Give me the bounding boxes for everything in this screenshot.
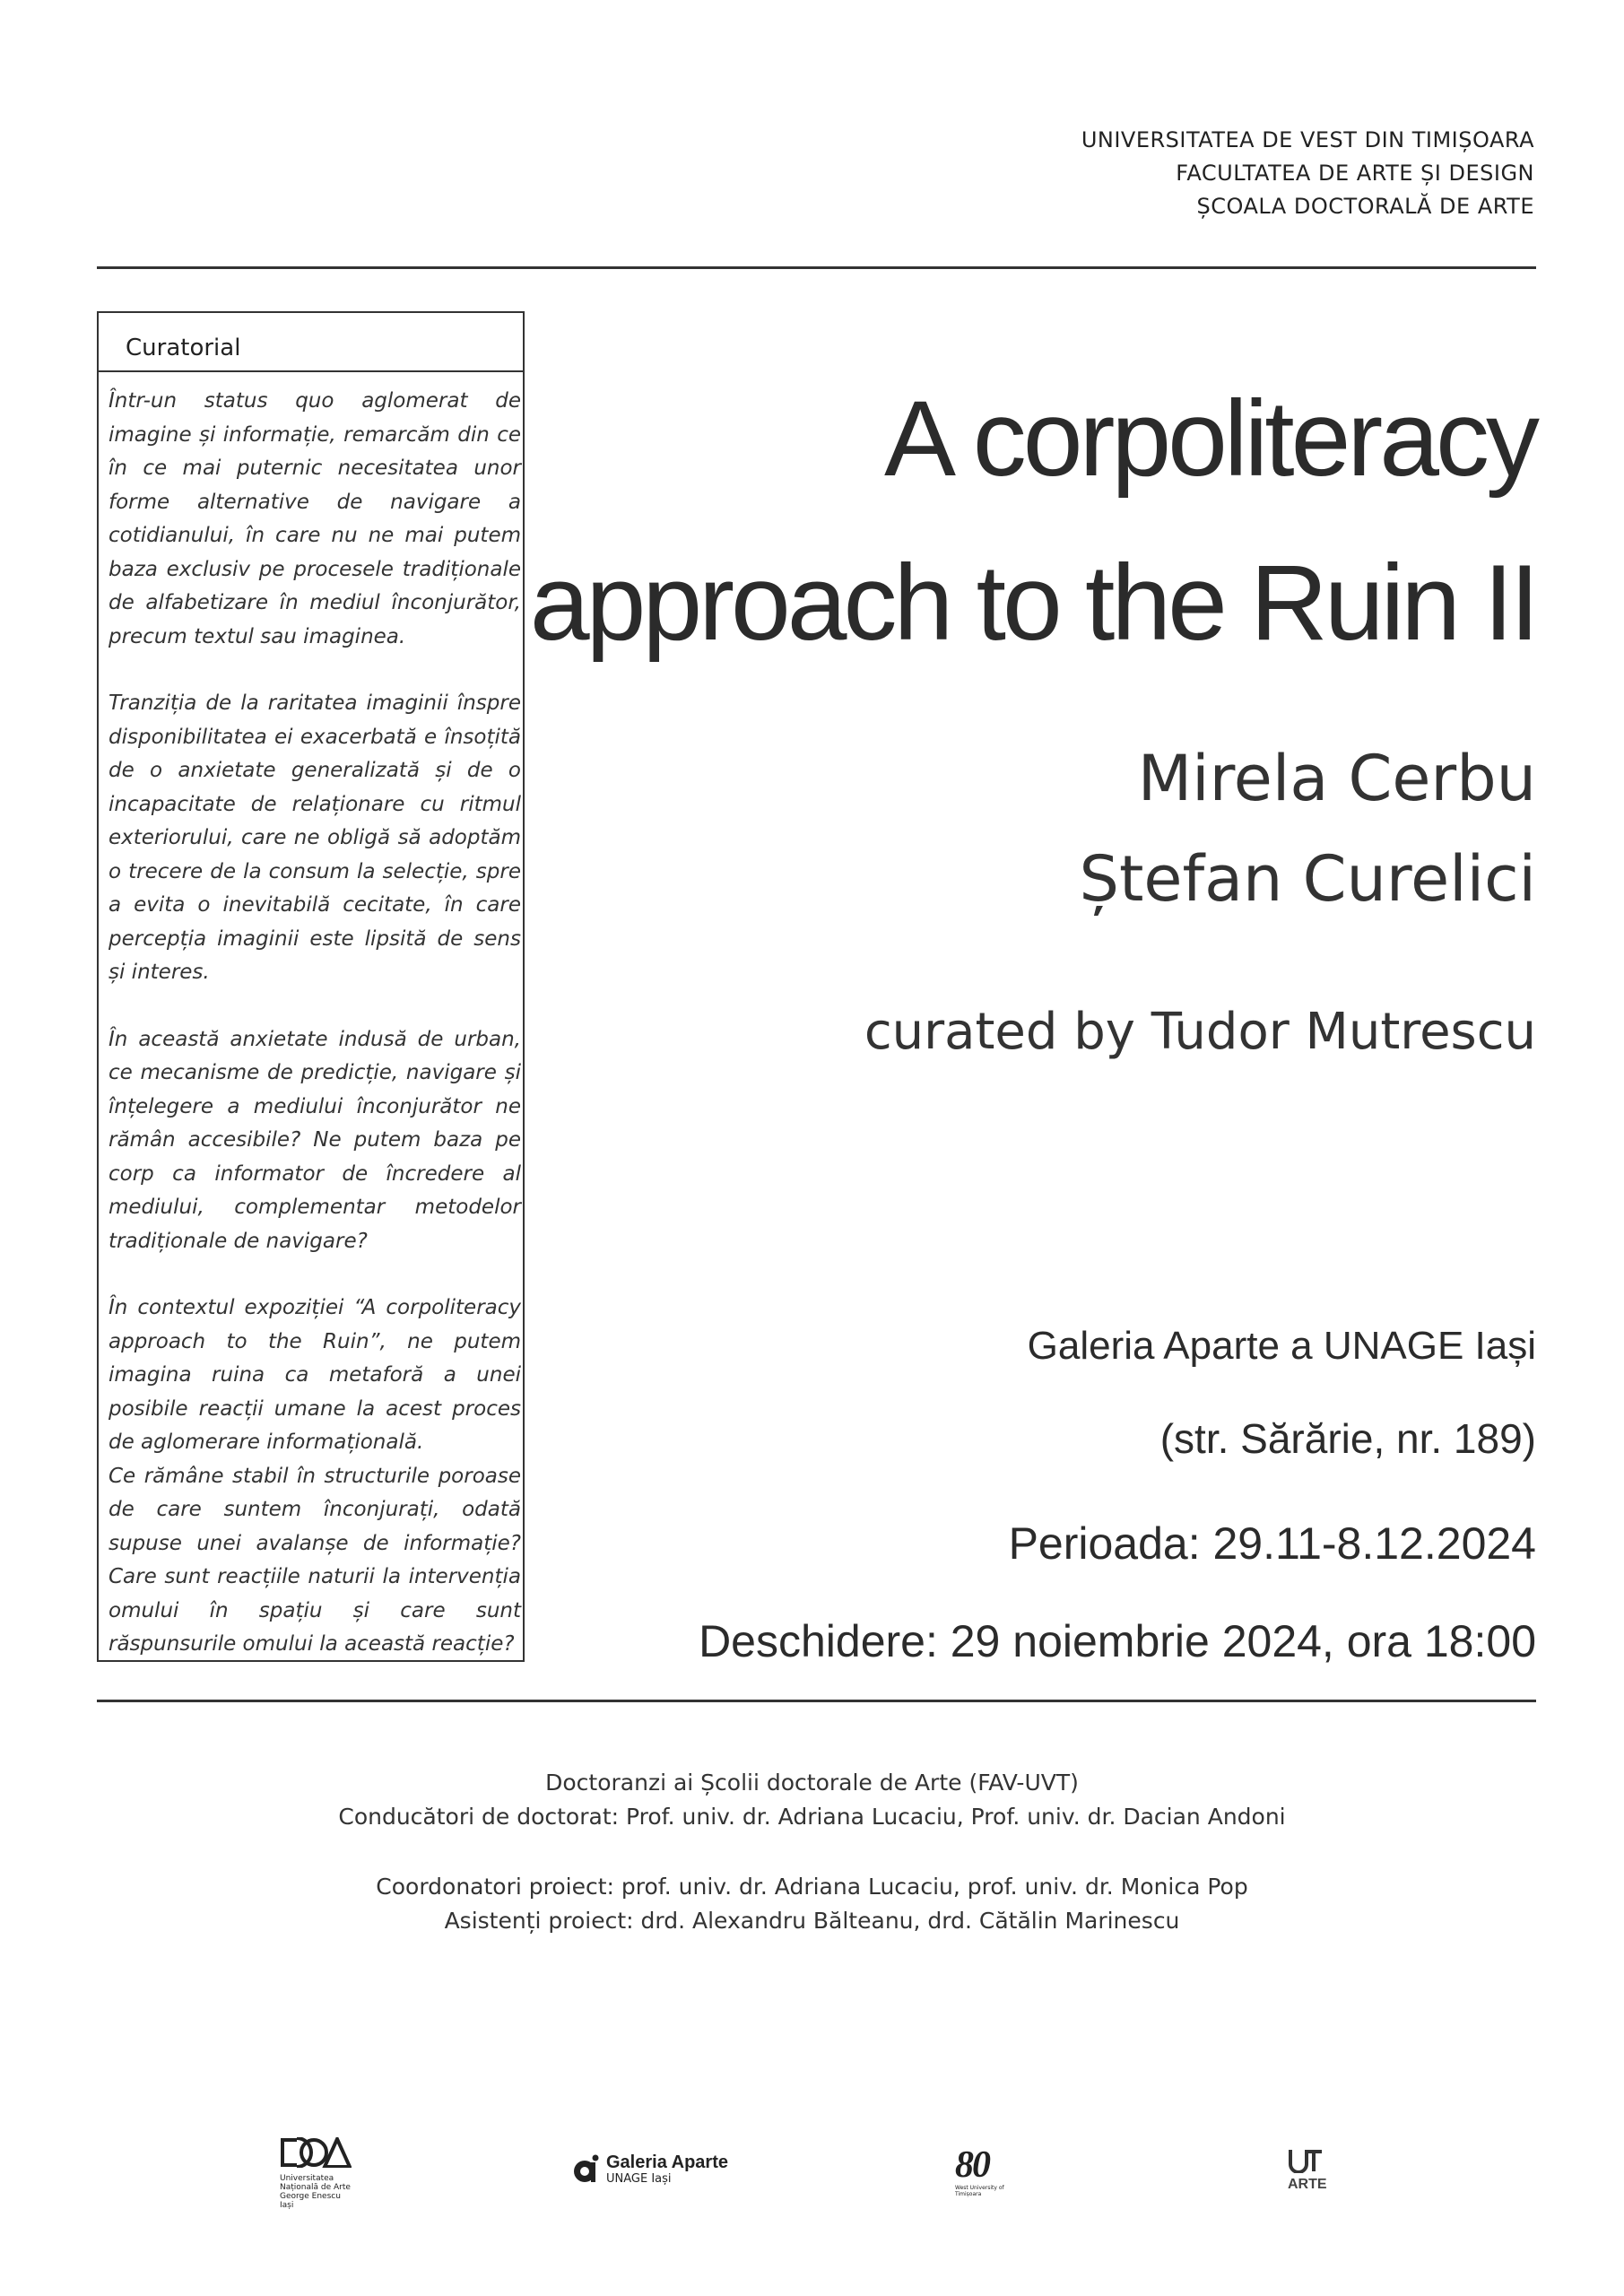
opening: Deschidere: 29 noiembrie 2024, ora 18:00 — [699, 1616, 1536, 1666]
period: Perioada: 29.11-8.12.2024 — [1008, 1518, 1536, 1569]
curatorial-box — [97, 311, 525, 1662]
author-name: Ștefan Curelici — [1079, 842, 1536, 916]
galeria-sub: UNAGE Iași — [606, 2172, 672, 2186]
author-name: Mirela Cerbu — [1137, 742, 1536, 815]
curated-by: curated by Tudor Mutrescu — [864, 1003, 1536, 1061]
credits-line: Conducători de doctorat: Prof. univ. dr. Adriana Lucaciu, Prof. univ. dr. Dacian Andoni — [338, 1804, 1286, 1830]
curatorial-text — [109, 385, 521, 1662]
title-line-1: A corpoliteracy — [883, 378, 1536, 499]
curatorial-paragraph: În această anxietate indusă de urban, ce mecanisme de predicție, navigare și înțelegere a mediului înconjurător ne rămân accesibile? Ne putem baza pe corp ca informator de încredere al mediului, complementar metodelor tradiționale de navigare? — [109, 1027, 521, 1253]
credits-line: Coordonatori proiect: prof. univ. dr. Adriana Lucaciu, prof. univ. dr. Monica Pop — [376, 1874, 1248, 1900]
galeria-name: Galeria Aparte — [606, 2152, 728, 2172]
curatorial-paragraph: Tranziția de la raritatea imaginii înspre disponibilitatea ei exacerbată e însoțită de o anxietate generalizată și de o incapacitate de relaționare cu ritmul exteriorului, care ne obligă să adoptăm o trecere de la consum la selecție, spre a evita o inevitabilă cecitate, în care percepția imaginii este lipsită de sens și interes. — [109, 691, 521, 984]
credits-line: Asistenți proiect: drd. Alexandru Bălteanu, drd. Cătălin Marinescu — [444, 1908, 1180, 1934]
uvt-arte-logo — [1288, 2148, 1327, 2193]
unage-line: Iași — [280, 2201, 294, 2210]
title-line-2: approach to the Ruin II — [529, 543, 1536, 663]
top-divider — [97, 266, 1536, 269]
arte-label: ARTE — [1288, 2177, 1327, 2192]
uvt-80-logo — [955, 2145, 1005, 2197]
unage-line: Universitatea Națională de Arte — [280, 2174, 351, 2192]
curatorial-paragraph: Ce rămâne stabil în structurile poroase de care suntem înconjurați, odată supuse unei avalanșe de informație? Care sunt reacțiile naturii la intervenția omului în spațiu și care sunt răspunsurile omului la această reacție? — [109, 1464, 521, 1656]
institution-header — [1081, 124, 1534, 223]
credits-line: Doctoranzi ai Școlii doctorale de Arte (FAV-UVT) — [545, 1770, 1079, 1796]
institution-line-faculty: FACULTATEA DE ARTE ȘI DESIGN — [1176, 161, 1534, 186]
bottom-divider — [97, 1700, 1536, 1702]
unage-line: George Enescu — [280, 2192, 341, 2201]
curatorial-paragraph: Într-un status quo aglomerat de imagine și informație, remarcăm din ce în ce mai puternic necesitatea unor forme alternative de navigare a cotidianului, în care nu ne mai putem baza exclusiv pe procesele tradiționale de alfabetizare în mediul înconjurător, precum textul sau imaginea. — [109, 389, 521, 648]
curatorial-heading: Curatorial — [126, 335, 241, 361]
institution-line-school: ȘCOALA DOCTORALĂ DE ARTE — [1196, 194, 1534, 219]
galeria-aparte-logo — [572, 2152, 728, 2186]
curatorial-header — [99, 313, 523, 372]
institution-line-university: UNIVERSITATEA DE VEST DIN TIMIȘOARA — [1081, 127, 1534, 152]
address: (str. Sărărie, nr. 189) — [1159, 1415, 1536, 1462]
authors — [1080, 728, 1536, 929]
venue: Galeria Aparte a UNAGE Iași — [1027, 1324, 1536, 1368]
unage-logo — [280, 2137, 369, 2210]
credits-block-2 — [0, 1870, 1624, 1938]
curatorial-paragraph: În contextul expoziției “A corpoliteracy approach to the Ruin”, ne putem imagina ruina ca metaforă a unei posibile reacții umane la acest proces de aglomerare informațională. — [109, 1296, 521, 1454]
credits-block-1 — [0, 1766, 1624, 1834]
galeria-aparte-icon — [572, 2153, 599, 2186]
eighty-caption: West University of Timișoara — [955, 2185, 1004, 2197]
eighty-mark: 80 — [955, 2144, 989, 2186]
uvt-mark-icon — [1288, 2148, 1324, 2173]
exhibition-title — [530, 357, 1536, 685]
unage-logo-icon — [280, 2137, 352, 2168]
